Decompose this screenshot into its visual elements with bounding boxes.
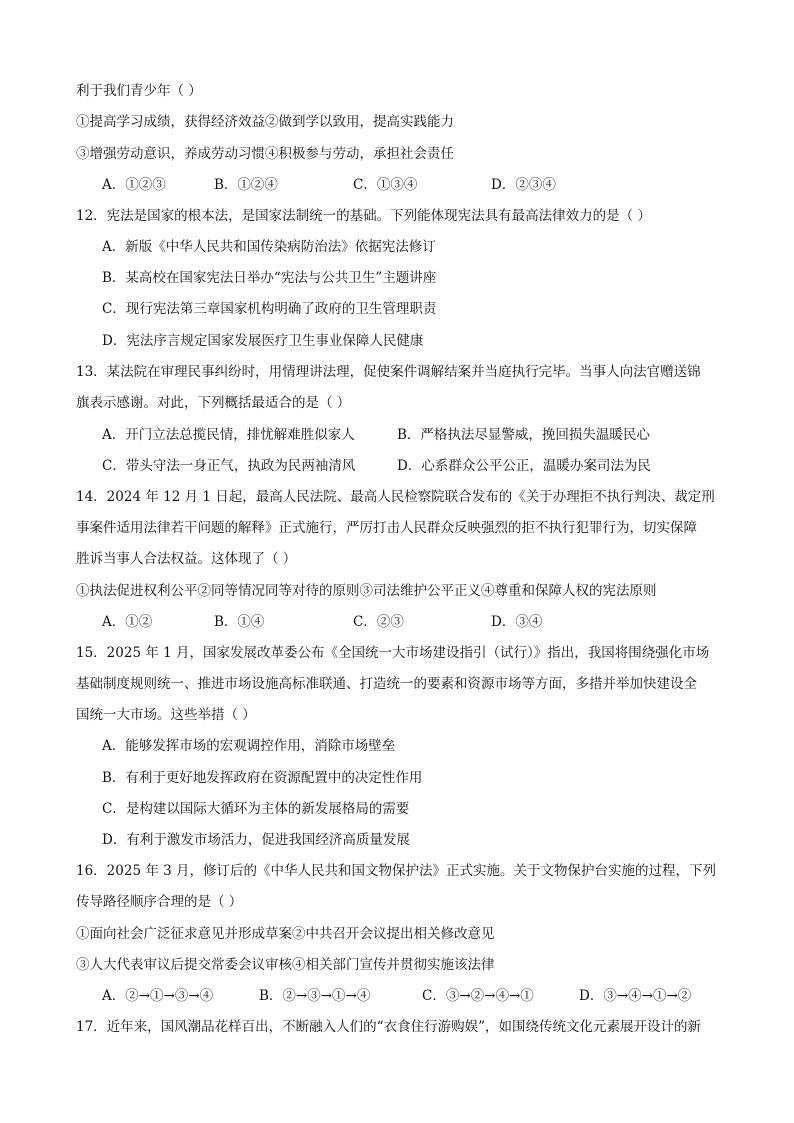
q13-option-b[interactable]: B．严格执法尽显警威，挽回损失温暖民心 xyxy=(397,427,650,443)
q11-option-d[interactable]: D．②③④ xyxy=(491,177,556,193)
q11-item-line-2: ③增强劳动意识，养成劳动习惯④积极参与劳动，承担社会责任 xyxy=(76,146,454,162)
q15-option-d[interactable]: D．有利于激发市场活力，促进我国经济高质量发展 xyxy=(102,832,410,848)
q13-option-d[interactable]: D．心系群众公平公正，温暖办案司法为民 xyxy=(397,458,651,474)
q12-option-c[interactable]: C．现行宪法第三章国家机构明确了政府的卫生管理职责 xyxy=(102,301,437,317)
q14-item-line-1: ①执法促进权利公平②同等情况同等对待的原则③司法维护公平正义④尊重和保障人权的宪法原则 xyxy=(76,583,657,599)
q15-stem-line-2: 基础制度规则统一、推进市场设施高标准联通、打造统一的要素和资源市场等方面，多措并举加快建设全 xyxy=(76,676,697,692)
q11-stem-tail: 利于我们青少年（ ） xyxy=(76,83,202,99)
q16-item-line-2: ③人大代表审议后提交常委会议审核④相关部门宣传并贯彻实施该法律 xyxy=(76,957,495,973)
q14-option-b[interactable]: B．①④ xyxy=(214,614,265,630)
q14-stem-line-2: 事案件适用法律若干问题的解释》正式施行，严厉打击人民群众反映强烈的拒不执行犯罪行为，切实保障 xyxy=(76,520,697,536)
q13-option-a[interactable]: A．开门立法总揽民情，排忧解难胜似家人 xyxy=(102,427,355,443)
q11-option-b[interactable]: B．①②④ xyxy=(214,177,278,193)
q15-option-b[interactable]: B．有利于更好地发挥政府在资源配置中的决定性作用 xyxy=(102,770,423,786)
q15-option-a[interactable]: A．能够发挥市场的宏观调控作用，消除市场壁垒 xyxy=(102,738,396,754)
q13-stem-line-2: 旗表示感谢。对此，下列概括最适合的是（ ） xyxy=(76,395,351,411)
q16-stem-line-2: 传导路径顺序合理的是（ ） xyxy=(76,894,243,910)
q13-stem-line-1: 13．某法院在审理民事纠纷时，用情理讲法理，促使案件调解结案并当庭执行完毕。当事人向法官赠送锦 xyxy=(76,364,701,380)
q15-stem-line-3: 国统一大市场。这些举措（ ） xyxy=(76,707,256,723)
q11-item-line-1: ①提高学习成绩，获得经济效益②做到学以致用，提高实践能力 xyxy=(76,114,454,130)
q12-option-b[interactable]: B．某高校在国家宪法日举办“宪法与公共卫生”主题讲座 xyxy=(102,270,437,286)
q16-stem-line-1: 16．2025 年 3 月，修订后的《中华人民共和国文物保护法》正式实施。关于文物保护台实施的过程，下列 xyxy=(76,863,716,879)
q16-option-b[interactable]: B．②→③→①→④ xyxy=(259,988,371,1004)
q12-option-d[interactable]: D．宪法序言规定国家发展医疗卫生事业保障人民健康 xyxy=(102,333,424,349)
q11-option-a[interactable]: A．①②③ xyxy=(102,177,166,193)
q15-option-c[interactable]: C．是构建以国际大循环为主体的新发展格局的需要 xyxy=(102,801,410,817)
q14-stem-line-3: 胜诉当事人合法权益。这体现了（ ） xyxy=(76,551,297,567)
q16-item-line-1: ①面向社会广泛征求意见并形成草案②中共召开会议提出相关修改意见 xyxy=(76,926,495,942)
q16-option-c[interactable]: C．③→②→④→① xyxy=(422,988,534,1004)
q12-option-a[interactable]: A．新版《中华人民共和国传染病防治法》依据宪法修订 xyxy=(102,239,436,255)
q14-stem-line-1: 14．2024 年 12 月 1 日起，最高人民法院、最高人民检察院联合发布的《关于办理拒不执行判决、裁定刑 xyxy=(76,489,715,505)
q11-option-c[interactable]: C．①③④ xyxy=(353,177,418,193)
q14-option-d[interactable]: D．③④ xyxy=(491,614,543,630)
q14-option-a[interactable]: A．①② xyxy=(102,614,153,630)
q15-stem-line-1: 15．2025 年 1 月，国家发展改革委公布《全国统一大市场建设指引（试行）》指出，我国将围绕强化市场 xyxy=(76,645,710,661)
q13-option-c[interactable]: C．带头守法一身正气，执政为民两袖清风 xyxy=(102,458,356,474)
q17-stem-line-1: 17．近年来，国风潮品花样百出，不断融入人们的“衣食住行游购娱”，如围绕传统文化元素展开设计的新 xyxy=(76,1019,701,1035)
q16-option-a[interactable]: A．②→①→③→④ xyxy=(102,988,214,1004)
q12-stem: 12．宪法是国家的根本法，是国家法制统一的基础。下列能体现宪法具有最高法律效力的是（ ） xyxy=(76,208,651,224)
q16-option-d[interactable]: D．③→④→①→② xyxy=(579,988,692,1004)
q14-option-c[interactable]: C．②③ xyxy=(353,614,404,630)
